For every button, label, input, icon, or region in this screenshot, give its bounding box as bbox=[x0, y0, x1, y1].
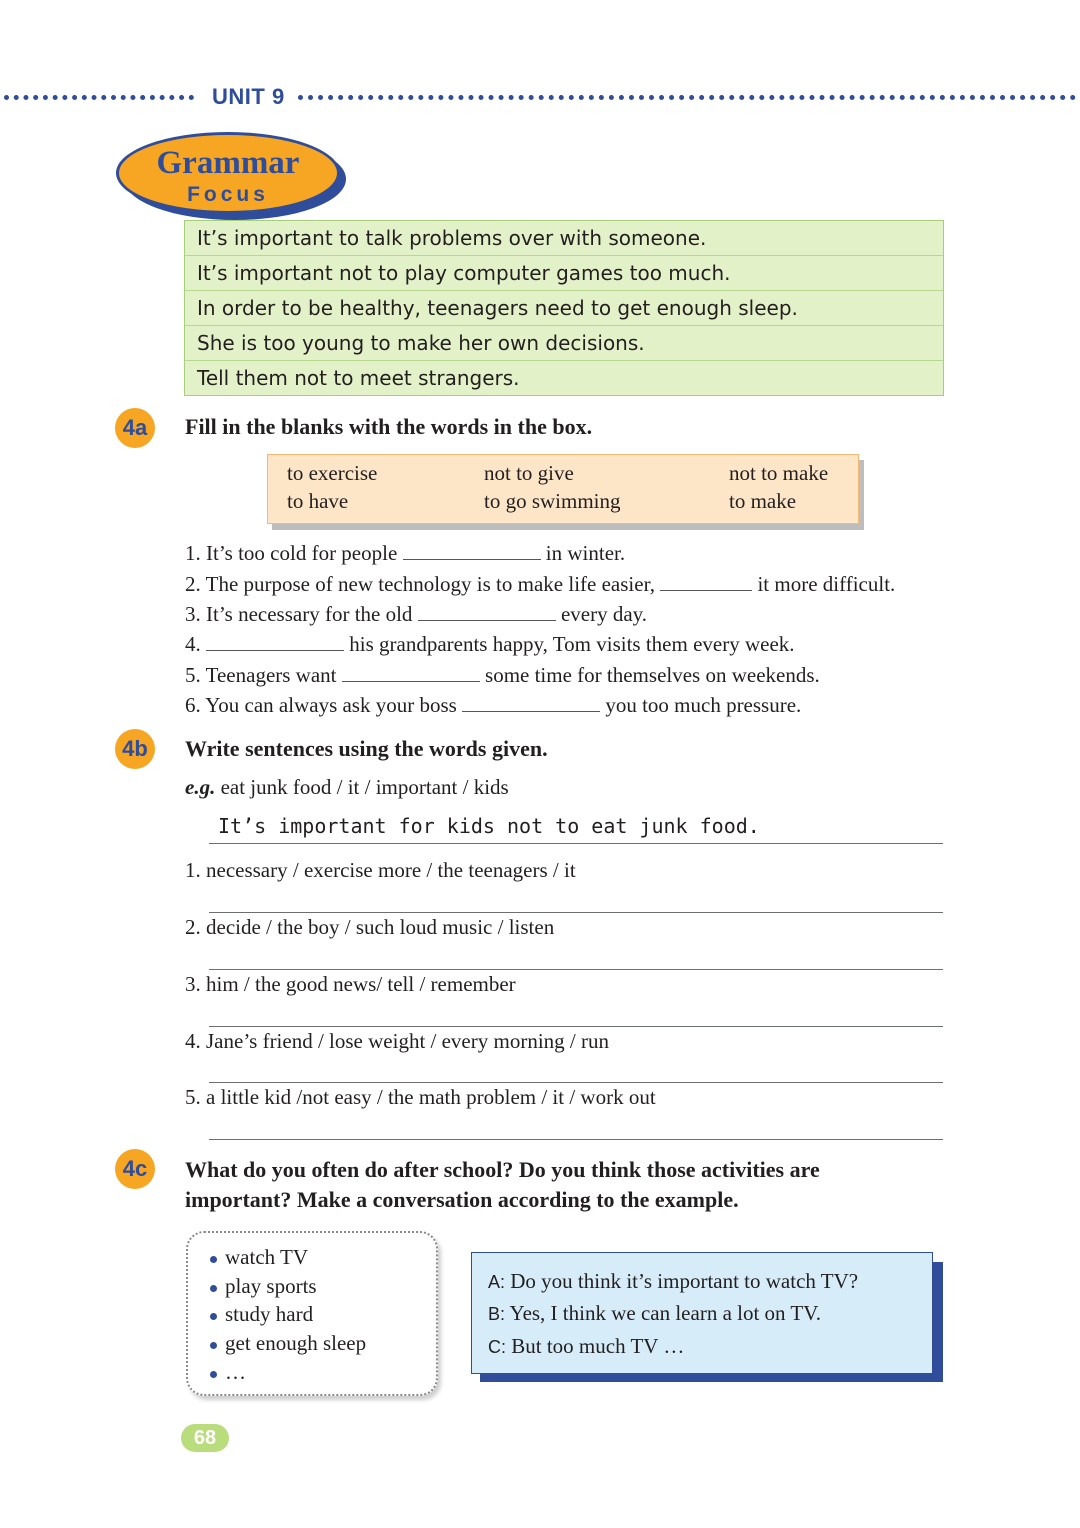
fill-item bbox=[185, 602, 647, 627]
activity-item bbox=[210, 1274, 317, 1299]
write-item: 5. a little kid /not easy / the math problem / it / work out bbox=[185, 1085, 656, 1109]
fill-item-pre: 2. The purpose of new technology is to make life easier, bbox=[185, 572, 655, 596]
grammar-row: Tell them not to meet strangers. bbox=[197, 366, 520, 390]
activity-text: play sports bbox=[225, 1274, 317, 1298]
example-text: eat junk food / it / important / kids bbox=[220, 775, 509, 799]
answer-blank[interactable] bbox=[342, 680, 480, 682]
word-option: to exercise bbox=[287, 461, 378, 485]
activities-box bbox=[186, 1231, 438, 1396]
write-item: 1. necessary / exercise more / the teenagers / it bbox=[185, 858, 576, 882]
answer-blank[interactable] bbox=[462, 710, 600, 712]
activity-item bbox=[210, 1360, 246, 1385]
grammar-row: In order to be healthy, teenagers need to get enough sleep. bbox=[185, 291, 943, 326]
activity-item bbox=[210, 1245, 308, 1270]
fill-item bbox=[185, 663, 820, 688]
bullet-icon bbox=[210, 1342, 217, 1349]
word-option: not to make bbox=[729, 461, 829, 485]
fill-item-pre: 4. bbox=[185, 632, 201, 656]
answer-blank[interactable] bbox=[403, 558, 541, 560]
section-marker-4b: 4b bbox=[115, 729, 155, 769]
activity-item bbox=[210, 1302, 313, 1327]
fill-item-pre: 5. Teenagers want bbox=[185, 663, 337, 687]
answer-blank[interactable] bbox=[206, 649, 344, 651]
activity-text: watch TV bbox=[225, 1245, 309, 1269]
activity-text: get enough sleep bbox=[225, 1331, 367, 1355]
answer-line[interactable] bbox=[209, 843, 943, 844]
fill-item-post: in winter. bbox=[545, 541, 626, 565]
fill-item-pre: 1. It’s too cold for people bbox=[185, 541, 398, 565]
answer-line[interactable] bbox=[209, 1026, 943, 1027]
section-4a-title: Fill in the blanks with the words in the box. bbox=[185, 414, 593, 439]
example-label: e.g. bbox=[185, 775, 216, 799]
dialog-text: Do you think it’s important to watch TV? bbox=[510, 1269, 859, 1293]
section-marker-4c: 4c bbox=[115, 1149, 155, 1189]
header-dots-right bbox=[298, 95, 1076, 100]
page-number: 68 bbox=[181, 1424, 229, 1452]
fill-item-pre: 3. It’s necessary for the old bbox=[185, 602, 413, 626]
fill-item bbox=[185, 541, 625, 566]
word-option: to make bbox=[729, 489, 797, 513]
section-4c-title-line1: What do you often do after school? Do you think those activities are bbox=[185, 1157, 820, 1182]
word-option: not to give bbox=[484, 461, 574, 485]
activity-item bbox=[210, 1331, 366, 1356]
grammar-focus-badge bbox=[116, 132, 340, 214]
bullet-icon bbox=[210, 1285, 217, 1292]
fill-item-post: some time for themselves on weekends. bbox=[485, 663, 820, 687]
answer-line[interactable] bbox=[209, 1139, 943, 1140]
write-item: 4. Jane’s friend / lose weight / every morning / run bbox=[185, 1029, 609, 1053]
dialog-speaker: A: bbox=[488, 1272, 506, 1292]
answer-blank[interactable] bbox=[418, 619, 556, 621]
write-item: 3. him / the good news/ tell / remember bbox=[185, 972, 516, 996]
grammar-focus-table bbox=[184, 220, 944, 396]
dialog-text: Yes, I think we can learn a lot on TV. bbox=[509, 1301, 821, 1325]
fill-item-post: it more difficult. bbox=[757, 572, 896, 596]
word-option: to have bbox=[287, 489, 349, 513]
bullet-icon bbox=[210, 1256, 217, 1263]
section-4c-title-line2: important? Make a conversation according to the example. bbox=[185, 1187, 739, 1212]
badge-title: Grammar bbox=[156, 145, 300, 181]
grammar-row: She is too young to make her own decisions. bbox=[185, 326, 943, 361]
section-4b-title: Write sentences using the words given. bbox=[185, 736, 548, 761]
example-answer: It’s important for kids not to eat junk food. bbox=[218, 814, 760, 838]
activity-text: … bbox=[225, 1360, 246, 1384]
badge-subtitle: Focus bbox=[187, 183, 269, 206]
example-dialog bbox=[471, 1252, 933, 1374]
header-dots-left bbox=[4, 95, 194, 100]
dialog-speaker: C: bbox=[488, 1337, 506, 1357]
dialog-line bbox=[488, 1334, 684, 1359]
answer-line[interactable] bbox=[209, 1082, 943, 1083]
bullet-icon bbox=[210, 1371, 217, 1378]
fill-item bbox=[185, 572, 895, 597]
section-marker-4a: 4a bbox=[115, 408, 155, 448]
fill-item bbox=[185, 632, 795, 657]
answer-line[interactable] bbox=[209, 969, 943, 970]
fill-item-post: every day. bbox=[560, 602, 648, 626]
answer-blank[interactable] bbox=[660, 589, 752, 591]
grammar-row: It’s important to talk problems over with someone. bbox=[185, 221, 943, 256]
dialog-text: But too much TV … bbox=[511, 1334, 685, 1358]
fill-item-post: his grandparents happy, Tom visits them every week. bbox=[349, 632, 795, 656]
dialog-line bbox=[488, 1301, 821, 1326]
activity-text: study hard bbox=[225, 1302, 314, 1326]
unit-label: UNIT 9 bbox=[212, 84, 285, 109]
grammar-row: It’s important not to play computer games too much. bbox=[185, 256, 943, 291]
word-option: to go swimming bbox=[484, 489, 621, 513]
fill-item-pre: 6. You can always ask your boss bbox=[185, 693, 457, 717]
bullet-icon bbox=[210, 1313, 217, 1320]
word-box bbox=[267, 454, 859, 524]
fill-item bbox=[185, 693, 801, 718]
example-words bbox=[185, 775, 509, 800]
dialog-speaker: B: bbox=[488, 1304, 506, 1324]
dialog-line bbox=[488, 1269, 858, 1294]
write-item: 2. decide / the boy / such loud music / listen bbox=[185, 915, 555, 939]
fill-item-post: you too much pressure. bbox=[605, 693, 802, 717]
answer-line[interactable] bbox=[209, 912, 943, 913]
